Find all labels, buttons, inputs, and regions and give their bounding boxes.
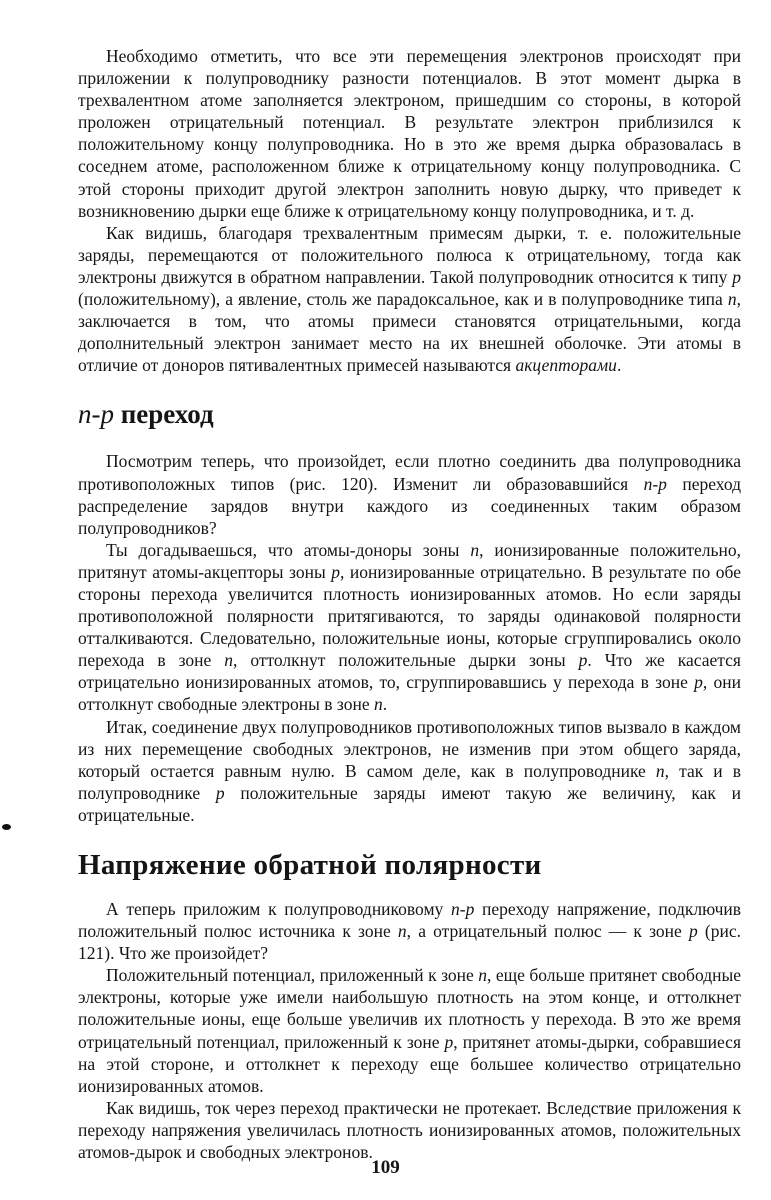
paragraph-4: Ты догадываешься, что атомы-доноры зоны n, ионизированные положительно, притянут атомы-акцепторы зоны p, ионизированные отрицательно. В результате по обе стороны перехода увеличится плотность ионизированных атомов. Но если заряды противоположной полярности притягиваются, то заряды одинаковой полярности отталкиваются. Следовательно, положительные ионы, которые сгруппировались около перехода в зоне n, оттолкнут положительные дырки зоны p. Что же касается отрицательно ионизированных атомов, то, сгруппировавшись у перехода в зоне p, они оттолкнут свободные электроны в зоне n. [78, 539, 742, 715]
section-heading-reverse-voltage: Напряжение обратной полярности [78, 849, 542, 881]
paragraph-2: Как видишь, благодаря трехвалентным примесям дырки, т. е. положительные заряды, перемещаются от положительного полюса к отрицательному, тогда как электроны движутся в обратном направлении. Такой полупроводник относится к типу p (положительному), а явление, столь же парадоксальное, как и в полупроводнике типа n, заключается в том, что атомы примеси становятся отрицательными, когда дополнительный электрон занимает место на их внешней оболочке. Эти атомы в отличие от доноров пятивалентных примесей называются акцепторами. [78, 222, 741, 376]
page-number: 109 [371, 1157, 400, 1178]
paragraph-7: Положительный потенциал, приложенный к зоне n, еще больше притянет свободные электроны, которые уже имели наибольшую плотность на этом конце, и оттолкнет положительные ионы, еще больше увеличив их плотность у перехода. В это же время отрицательный потенциал, приложенный к зоне p, притянет атомы-дырки, собравшиеся на этой стороне, и оттолкнет к переходу еще большее количество отрицательно ионизированных атомов. [78, 965, 741, 1096]
paragraph-8: Как видишь, ток через переход практически не протекает. Вследствие приложения к переходу напряжения увеличилась плотность ионизированных атомов, положительных атомов-дырок и свободных электронов. [78, 1097, 741, 1163]
paragraph-6: А теперь приложим к полупроводниковому n-p переходу напряжение, подключив положительный полюс источника к зоне n, а отрицательный полюс — к зоне p (рис. 121). Что же произойдет? [78, 899, 741, 964]
paragraph-1: Необходимо отметить, что все эти перемещения электронов происходят при приложении к полупроводнику разности потенциалов. В этот момент дырка в трехвалентном атоме заполняется электроном, пришедшим со стороны, в которой проложен отрицательный потенциал. В результате электрон приблизился к положительному концу полупроводника. Но в это же время дырка образовалась в соседнем атоме, расположенном ближе к отрицательному концу полупроводника. С этой стороны приходит другой электрон заполнить новую дырку, что приведет к возникновению дырки еще ближе к отрицательному концу полупроводника, и т. д. [78, 46, 741, 221]
paragraph-5: Итак, соединение двух полупроводников противоположных типов вызвало в каждом из них перемещение свободных электронов, не изменив при этом общего заряда, который остается равным нулю. В самом деле, как в полупроводнике n, так и в полупроводнике p положительные заряды имеют такую же величину, как и отрицательные. [78, 716, 741, 825]
section-heading-np-junction: n-p переход [78, 399, 214, 430]
paragraph-3: Посмотрим теперь, что произойдет, если плотно соединить два полупроводника противоположных типов (рис. 120). Изменит ли образовавшийся n-p переход распределение зарядов внутри каждого из соединенных таким образом полупроводников? [78, 451, 741, 538]
term-acceptors: акцепторами [515, 355, 617, 376]
margin-ink-dot [2, 824, 11, 830]
page-body [78, 45, 741, 1163]
